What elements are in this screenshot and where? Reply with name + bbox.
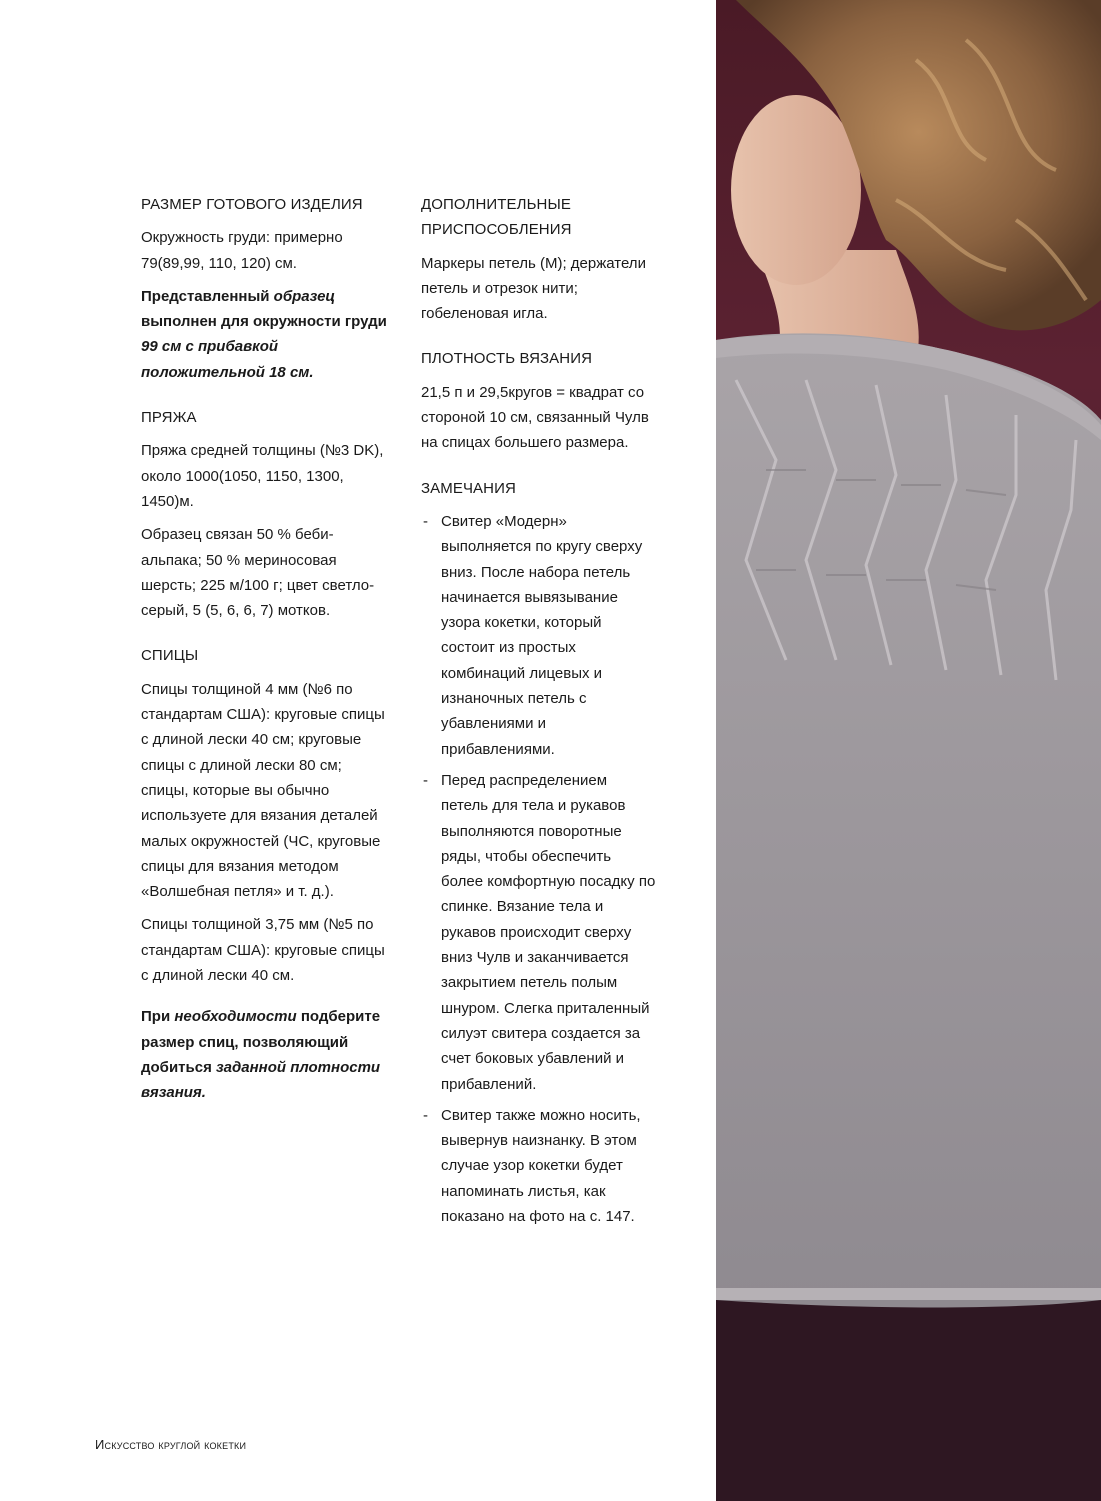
section-heading-gauge: ПЛОТНОСТЬ ВЯЗАНИЯ (421, 350, 593, 368)
list-item: - Свитер «Модерн» выполняется по кругу сверху вниз. После набора петель начинается вывязывание узора кокетки, который состоит из простых комбинаций лицевых и изнаночных петель с убавлениями и прибавлениями. (421, 509, 656, 762)
gauge-text: 21,5 п и 29,5кругов = квадрат со стороной 10 см, связанный Чулв на спицах большего размера. (421, 383, 649, 452)
left-column (141, 192, 391, 1126)
list-item: - Свитер также можно носить, вывернув наизнанку. В этом случае узор кокетки будет напоминать листья, как показано на фото на с. 147. (421, 1103, 656, 1229)
sample-size-note: Представленный образец выполнен для окружности груди 99 см с прибавкой положительной 18 см. (141, 287, 387, 381)
chest-size-text: Окружность груди: примерно 79(89,99, 110, 120) см. (141, 229, 343, 272)
section-heading-needles: СПИЦЫ (141, 647, 199, 665)
section-heading-yarn: ПРЯЖА (141, 409, 197, 427)
running-footer: Искусство круглой кокетки (95, 1437, 247, 1452)
section-heading-notions: ДОПОЛНИТЕЛЬНЫЕ ПРИСПОСОБЛЕНИЯ (421, 196, 572, 239)
yarn-sample-text: Образец связан 50 % беби-альпака; 50 % мериносовая шерсть; 225 м/100 г; цвет светло-серый, 5 (5, 6, 6, 7) мотков. (141, 526, 375, 620)
sweater-photo (716, 0, 1101, 1501)
list-item: - Перед распределением петель для тела и рукавов выполняются поворотные ряды, чтобы обеспечить более комфортную посадку по спинке. Вязание тела и рукавов происходит сверху вниз Чулв и заканчивается закрытием петель полым шнуром. Слегка приталенный силуэт свитера создается за счет боковых убавлений и прибавлений. (421, 768, 656, 1097)
section-heading-notes: ЗАМЕЧАНИЯ (421, 479, 516, 497)
section-needles (141, 643, 391, 1105)
notions-text: Маркеры петель (М); держатели петель и отрезок нити; гобеленовая игла. (421, 254, 646, 323)
notes-list (421, 509, 656, 1229)
section-notes (421, 476, 656, 1230)
needles-main-text: Спицы толщиной 4 мм (№6 по стандартам США): круговые спицы с длиной лески 40 см; круговые спицы с длиной лески 80 см; спицы, которые вы обычно используете для вязания деталей малых окружностей (ЧС, круговые спицы для вязания методом «Волшебная петля» и т. д.). (141, 680, 385, 901)
needles-gauge-note: При необходимости подберите размер спиц, позволяющий добиться заданной плотности вязания. (141, 1008, 381, 1102)
yarn-weight-text: Пряжа средней толщины (№3 DK), около 1000(1050, 1150, 1300, 1450)м. (141, 442, 384, 510)
section-size (141, 192, 391, 385)
section-notions (421, 192, 656, 326)
middle-column (421, 192, 656, 1249)
section-gauge (421, 346, 656, 455)
section-heading-size: РАЗМЕР ГОТОВОГО ИЗДЕЛИЯ (141, 196, 363, 213)
section-yarn (141, 405, 391, 623)
model-illustration (716, 0, 1101, 1501)
needles-small-text: Спицы толщиной 3,75 мм (№5 по стандартам США): круговые спицы с длиной лески 40 см. (141, 916, 385, 985)
